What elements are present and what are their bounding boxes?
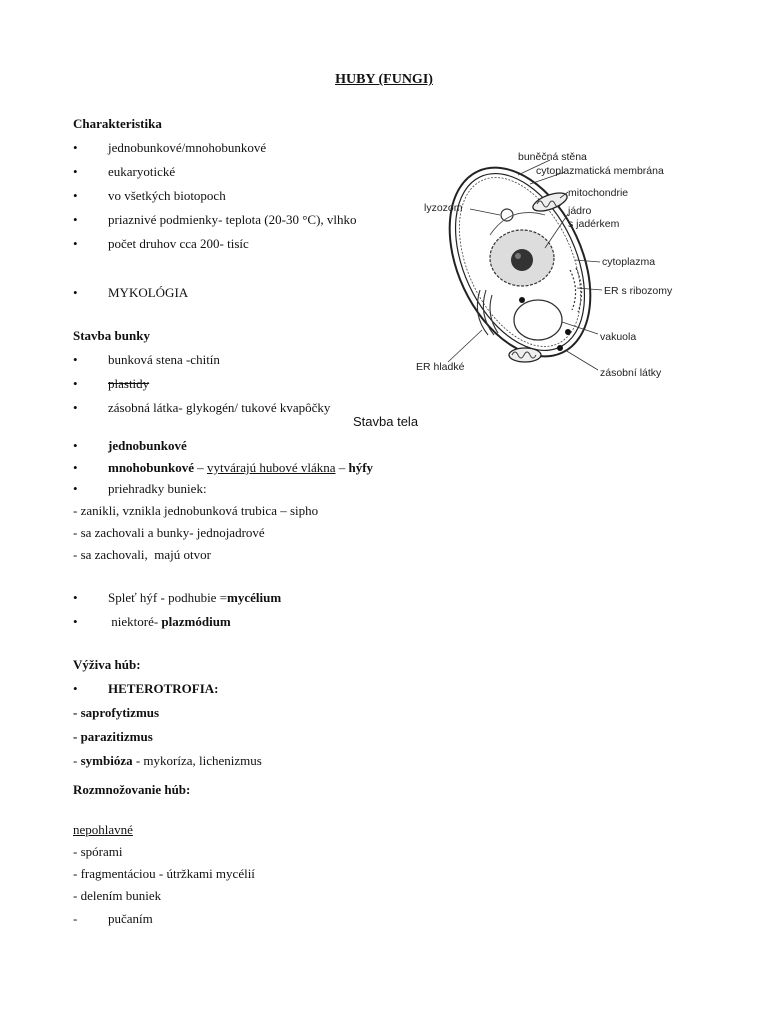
symbioza-rest: - mykoríza, lichenizmus — [132, 753, 262, 768]
bullet: • — [73, 236, 78, 251]
separator-dash: – — [335, 460, 349, 475]
list-item: zásobná látka- glykogén/ tukové kvapôčky — [108, 400, 331, 415]
label-lyzozom: lyzozom — [424, 202, 463, 214]
label-er-hladke: ER hladké — [416, 361, 465, 373]
splet-text: Spleť hýf - podhubie = — [108, 590, 228, 605]
bullet: • — [73, 460, 78, 475]
list-item: jednobunkové — [108, 438, 187, 453]
list-item-niektore — [108, 614, 231, 630]
sub-item: - sa zachovali, majú otvor — [73, 547, 211, 562]
vacuole — [514, 300, 562, 340]
mnohobunkove-bold: mnohobunkové — [108, 460, 194, 475]
sub-item: pučaním — [108, 911, 153, 926]
bullet: • — [73, 188, 78, 203]
bullet: • — [73, 164, 78, 179]
sub-item: - delením buniek — [73, 888, 162, 903]
bullet: • — [73, 376, 78, 391]
list-item: priaznivé podmienky- teplota (20-30 °C), vlhko — [108, 212, 357, 227]
section-heading-stavba-tela: Stavba tela — [353, 414, 419, 429]
plazmodium-bold: plazmódium — [161, 614, 231, 629]
list-item-struck: plastidy — [108, 376, 150, 391]
list-item: vo všetkých biotopoch — [108, 188, 226, 203]
list-item: priehradky buniek: — [108, 481, 207, 496]
separator: – — [193, 460, 207, 475]
bullet: • — [73, 400, 78, 415]
niektore-text: niektoré- — [108, 614, 162, 629]
list-item-mykologia: MYKOLÓGIA — [108, 285, 189, 300]
bullet: • — [73, 614, 78, 629]
hyfy-bold: hýfy — [348, 460, 374, 475]
reserve-granule — [557, 345, 563, 351]
section-heading-stavba-bunky: Stavba bunky — [73, 328, 150, 343]
bullet: • — [73, 285, 78, 300]
list-item-heterotrofia: HETEROTROFIA: — [108, 681, 219, 696]
vlakna-underlined: vytvárajú hubové vlákna — [206, 460, 336, 475]
list-item: bunková stena -chitín — [108, 352, 220, 367]
bullet: • — [73, 590, 78, 605]
nucleolus-spot — [515, 253, 521, 259]
bullet: • — [73, 352, 78, 367]
label-zasobni-latky: zásobní látky — [600, 367, 662, 379]
sub-item-dash: - — [73, 911, 78, 926]
label-s-jaderkem: s jadérkem — [568, 218, 620, 230]
mitochondrion — [509, 348, 541, 362]
bullet: • — [73, 681, 78, 696]
bullet: • — [73, 212, 78, 227]
list-item-mnohobunkove — [108, 460, 373, 476]
dash: - — [73, 753, 81, 768]
list-item: počet druhov cca 200- tisíc — [108, 236, 249, 251]
label-mitochondrie: mitochondrie — [568, 187, 629, 199]
sub-item: - sa zachovali a bunky- jednojadrové — [73, 525, 265, 540]
sub-item-saprofytizmus: - saprofytizmus — [73, 705, 160, 720]
mycelium-bold: mycélium — [227, 590, 282, 605]
section-heading-vyziva: Výživa húb: — [73, 657, 141, 672]
sub-item: - spórami — [73, 844, 123, 859]
list-item: jednobunkové/mnohobunkové — [108, 140, 267, 155]
nucleolus — [511, 249, 533, 271]
label-cytoplazma: cytoplazma — [602, 256, 656, 268]
er-smooth — [477, 290, 498, 335]
sub-item-parazitizmus: - parazitizmus — [73, 729, 153, 744]
label-er-s-ribozomy: ER s ribozomy — [604, 285, 673, 297]
sub-item-symbioza — [73, 753, 262, 769]
label-bunecna-stena: buněčná stěna — [518, 151, 587, 163]
label-cytoplazmaticka-membrana: cytoplazmatická membrána — [536, 165, 664, 177]
label-jadro: jádro — [568, 205, 592, 217]
sub-item: - zanikli, vznikla jednobunková trubica – sipho — [73, 503, 319, 518]
symbioza-bold: symbióza — [80, 753, 133, 768]
lysosome — [501, 209, 513, 221]
reserve-granule — [565, 329, 571, 335]
subheading-nepohlavne: nepohlavné — [73, 822, 133, 837]
section-heading-charakteristika: Charakteristika — [73, 116, 162, 131]
list-item: eukaryotické — [108, 164, 176, 179]
bullet: • — [73, 438, 78, 453]
reserve-granule — [519, 297, 525, 303]
yeast-cell-diagram — [400, 140, 700, 400]
list-item-splet — [108, 590, 281, 606]
bullet: • — [73, 481, 78, 496]
page-title: HUBY (FUNGI) — [335, 72, 433, 87]
label-vakuola: vakuola — [600, 331, 637, 343]
bullet: • — [73, 140, 78, 155]
sub-item: - fragmentáciou - útržkami mycélií — [73, 866, 255, 881]
section-heading-rozmnozovanie: Rozmnožovanie húb: — [73, 782, 191, 797]
